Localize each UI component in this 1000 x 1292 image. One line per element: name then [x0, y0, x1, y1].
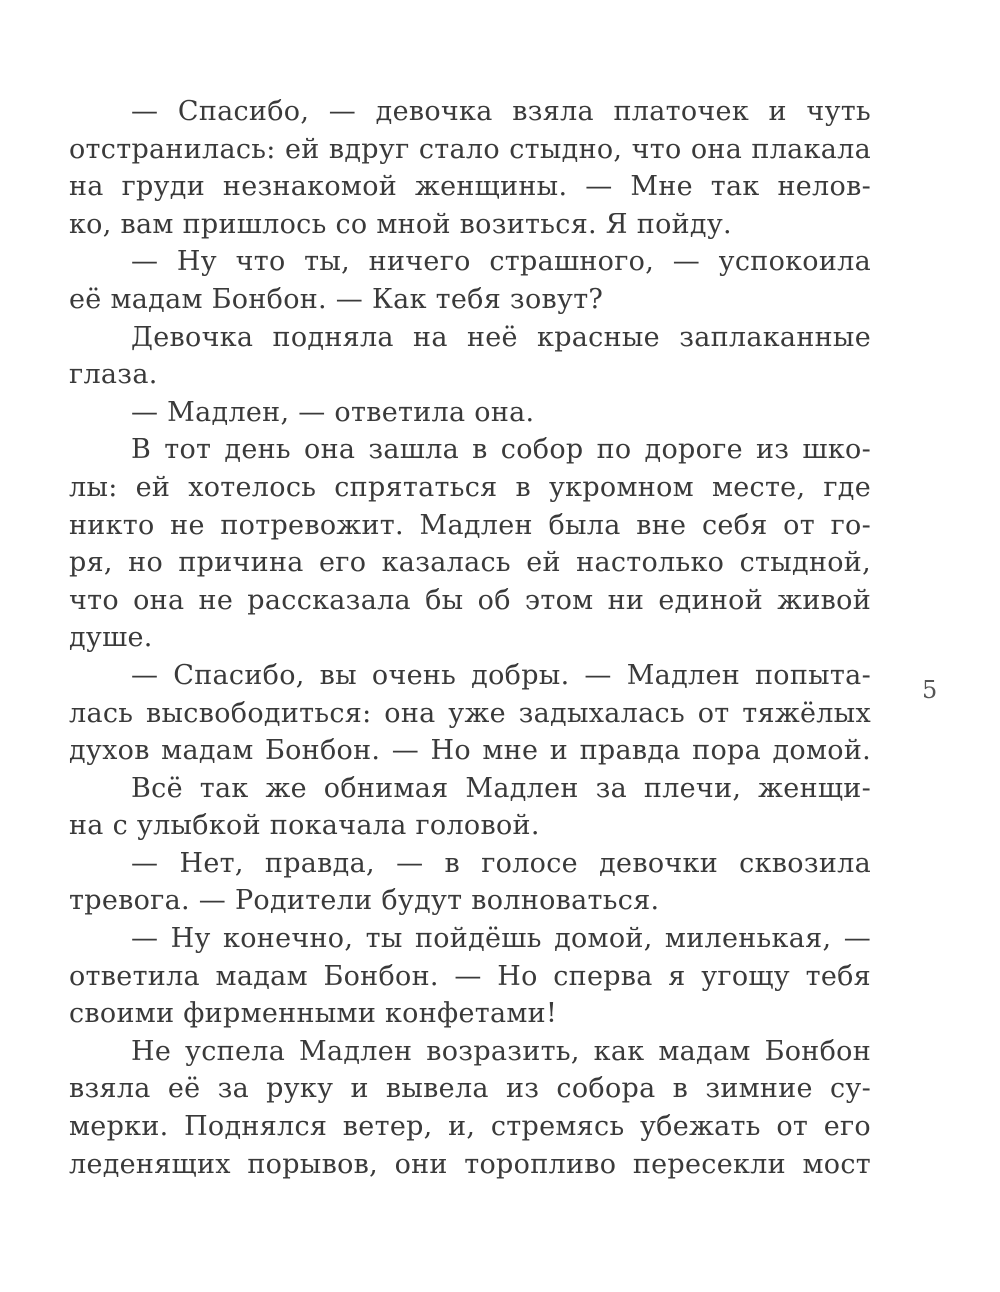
- text-line: душе.: [69, 622, 153, 654]
- text-line: ко, вам пришлось со мной возиться. Я пойду.: [69, 208, 732, 240]
- text-line: её мадам Бонбон. — Как тебя зовут?: [69, 283, 604, 315]
- text-line: — Нет, правда, — в голосе девочки сквозила: [131, 847, 871, 879]
- text-line: ря, но причина его казалась ей настолько стыдной,: [69, 547, 871, 579]
- text-line: лы: ей хотелось спрятаться в укромном месте, где: [69, 471, 871, 503]
- text-line: леденящих порывов, они торопливо пересекли мост: [69, 1148, 871, 1180]
- text-line: отстранилась: ей вдруг стало стыдно, что она плакала: [69, 133, 871, 165]
- text-line: Девочка подняла на неё красные заплаканные: [131, 321, 871, 353]
- text-line: — Спасибо, вы очень добры. — Мадлен попыта-: [131, 659, 871, 691]
- text-line: лась высвободиться: она уже задыхалась от тяжёлых: [69, 697, 871, 729]
- text-line: Не успела Мадлен возразить, как мадам Бонбон: [131, 1035, 871, 1067]
- text-line: взяла её за руку и вывела из собора в зимние су-: [69, 1073, 871, 1105]
- text-line: что она не рассказала бы об этом ни единой живой: [69, 584, 871, 616]
- text-line: мерки. Поднялся ветер, и, стремясь убежать от его: [69, 1111, 871, 1143]
- text-line: — Ну конечно, ты пойдёшь домой, миленькая, —: [131, 923, 871, 955]
- page-number: 5: [922, 676, 938, 704]
- text-line: глаза.: [69, 359, 158, 391]
- text-line: на груди незнакомой женщины. — Мне так нелов-: [69, 171, 871, 203]
- text-line: В тот день она зашла в собор по дороге из шко-: [131, 434, 871, 466]
- text-line: своими фирменными конфетами!: [69, 998, 558, 1030]
- text-line: Всё так же обнимая Мадлен за плечи, женщи-: [131, 772, 871, 804]
- text-line: тревога. — Родители будут волноваться.: [69, 885, 660, 917]
- text-line: — Мадлен, — ответила она.: [131, 396, 535, 428]
- text-line: на с улыбкой покачала головой.: [69, 810, 540, 842]
- text-line: духов мадам Бонбон. — Но мне и правда пора домой.: [69, 735, 871, 767]
- text-line: — Спасибо, — девочка взяла платочек и чуть: [131, 96, 871, 127]
- text-line: ответила мадам Бонбон. — Но сперва я угощу тебя: [69, 960, 871, 992]
- text-line: — Ну что ты, ничего страшного, — успокоила: [131, 246, 871, 278]
- text-line: никто не потревожит. Мадлен была вне себя от го-: [69, 509, 871, 541]
- body-text: [69, 93, 871, 1183]
